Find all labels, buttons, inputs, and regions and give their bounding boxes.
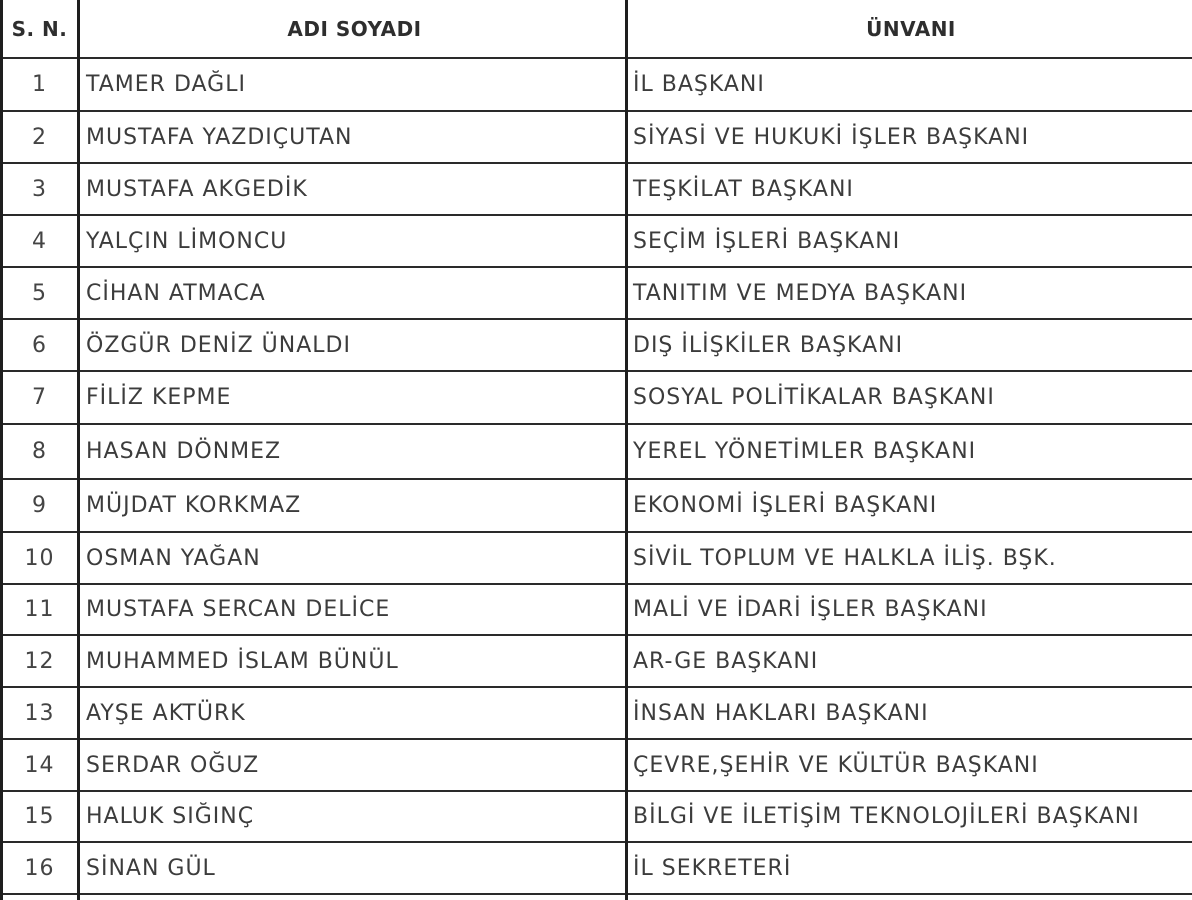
row-sn: 3 bbox=[32, 176, 47, 202]
row-name: FİLİZ KEPME bbox=[86, 385, 232, 410]
table-row bbox=[0, 112, 1192, 164]
table-row bbox=[0, 268, 1192, 320]
row-title: AR-GE BAŞKANI bbox=[633, 648, 819, 674]
row-name: YALÇIN LİMONCU bbox=[86, 228, 288, 254]
row-name: SERDAR OĞUZ bbox=[86, 752, 260, 778]
column-divider-sn bbox=[77, 0, 80, 900]
row-sn: 6 bbox=[32, 332, 47, 358]
row-title: BİLGİ VE İLETİŞİM TEKNOLOJİLERİ BAŞKANI bbox=[633, 804, 1140, 829]
row-title: SEÇİM İŞLERİ BAŞKANI bbox=[633, 228, 901, 254]
row-name: MUSTAFA SERCAN DELİCE bbox=[86, 597, 391, 622]
row-sn: 11 bbox=[24, 597, 55, 622]
table-row bbox=[0, 480, 1192, 533]
row-name: HALUK SIĞINÇ bbox=[86, 804, 255, 829]
table-row bbox=[0, 585, 1192, 636]
row-sn: 4 bbox=[32, 228, 47, 254]
row-sn: 14 bbox=[24, 752, 55, 778]
table-row bbox=[0, 843, 1192, 895]
row-sn: 9 bbox=[32, 493, 47, 518]
table-row bbox=[0, 216, 1192, 268]
table-row bbox=[0, 792, 1192, 843]
header-sn: S. N. bbox=[11, 16, 68, 41]
row-title: İL BAŞKANI bbox=[633, 72, 765, 97]
row-title: ÇEVRE,ŞEHİR VE KÜLTÜR BAŞKANI bbox=[633, 752, 1039, 778]
row-name: CİHAN ATMACA bbox=[86, 280, 266, 306]
row-name: MUSTAFA AKGEDİK bbox=[86, 176, 308, 202]
table-row bbox=[0, 533, 1192, 585]
table-row bbox=[0, 164, 1192, 216]
row-sn: 12 bbox=[24, 648, 55, 674]
row-title: İNSAN HAKLARI BAŞKANI bbox=[633, 700, 929, 726]
row-title: TANITIM VE MEDYA BAŞKANI bbox=[633, 280, 968, 306]
table-row bbox=[0, 320, 1192, 372]
row-sn: 5 bbox=[32, 280, 47, 306]
row-name: ÖZGÜR DENİZ ÜNALDI bbox=[86, 332, 351, 358]
row-sn: 15 bbox=[24, 804, 55, 829]
row-title: SİYASİ VE HUKUKİ İŞLER BAŞKANI bbox=[633, 124, 1030, 150]
table-row bbox=[0, 59, 1192, 112]
row-name: OSMAN YAĞAN bbox=[86, 545, 261, 571]
header-title: ÜNVANI bbox=[866, 16, 956, 41]
row-title: SİVİL TOPLUM VE HALKLA İLİŞ. BŞK. bbox=[633, 545, 1057, 571]
column-divider-name bbox=[625, 0, 628, 900]
table-header-row bbox=[0, 0, 1192, 59]
row-name: SİNAN GÜL bbox=[86, 855, 216, 881]
row-sn: 7 bbox=[32, 385, 47, 410]
row-title: TEŞKİLAT BAŞKANI bbox=[633, 176, 854, 202]
row-sn: 13 bbox=[24, 700, 55, 726]
column-divider-left bbox=[0, 0, 3, 900]
row-name: MUSTAFA YAZDIÇUTAN bbox=[86, 124, 353, 150]
row-sn: 16 bbox=[24, 855, 55, 881]
table-row bbox=[0, 740, 1192, 792]
row-title: İL SEKRETERİ bbox=[633, 855, 792, 881]
row-sn: 10 bbox=[24, 545, 55, 571]
row-title: EKONOMİ İŞLERİ BAŞKANI bbox=[633, 493, 938, 518]
table-row bbox=[0, 688, 1192, 740]
row-name: MUHAMMED İSLAM BÜNÜL bbox=[86, 648, 399, 674]
table-row bbox=[0, 372, 1192, 425]
row-name: MÜJDAT KORKMAZ bbox=[86, 493, 302, 518]
row-name: AYŞE AKTÜRK bbox=[86, 700, 246, 726]
row-sn: 8 bbox=[32, 439, 47, 464]
row-title: MALİ VE İDARİ İŞLER BAŞKANI bbox=[633, 597, 988, 622]
row-sn: 1 bbox=[32, 72, 47, 97]
table-row bbox=[0, 636, 1192, 688]
table-row bbox=[0, 425, 1192, 480]
row-title: YEREL YÖNETİMLER BAŞKANI bbox=[633, 439, 977, 464]
row-name: HASAN DÖNMEZ bbox=[86, 439, 282, 464]
row-title: SOSYAL POLİTİKALAR BAŞKANI bbox=[633, 385, 995, 410]
header-name: ADI SOYADI bbox=[287, 16, 422, 41]
row-name: TAMER DAĞLI bbox=[86, 72, 246, 97]
row-sn: 2 bbox=[32, 124, 47, 150]
row-title: DIŞ İLİŞKİLER BAŞKANI bbox=[633, 332, 904, 358]
